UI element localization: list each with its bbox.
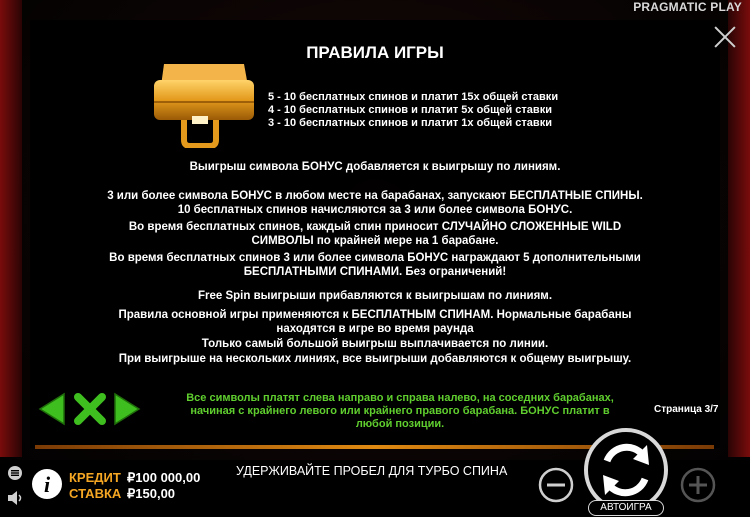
rule-fs-wins: Free Spin выигрыши прибавляются к выигрышам по линиям. [197,290,553,302]
info-icon[interactable] [31,468,63,500]
rule-multi-lines: При выигрыше на нескольких линиях, все выигрыши добавляются к общему выигрышу. [118,353,632,365]
rule-trigger-2: 10 бесплатных спинов начисляются за 3 или более символа БОНУС. [177,204,573,216]
rule-base-1: Правила основной игры применяются к БЕСПЛАТНЫМ СПИНАМ. Нормальные барабаны [118,309,632,321]
rule-wild-2: СИМВОЛЫ по крайней мере на 1 барабане. [251,235,499,247]
bonus-briefcase-icon [148,58,258,148]
green-note-line: начиная с крайнего левого или крайнего правого барабана. БОНУС платит в [190,405,610,417]
page-indicator: Страница 3/7 [654,404,719,415]
green-note-line: любой позиции. [355,418,445,430]
payout-list [268,91,558,130]
rule-wild-1: Во время бесплатных спинов, каждый спин приносит СЛУЧАЙНО СЛОЖЕННЫЕ WILD [128,221,622,233]
autoplay-button[interactable]: АВТОИГРА [588,500,664,516]
payout-line-3: 3 - 10 бесплатных спинов и платит 1x общей ставки [268,117,552,129]
turbo-hint: УДЕРЖИВАЙТЕ ПРОБЕЛ ДЛЯ ТУРБО СПИНА [236,464,508,478]
rule-trigger-1: 3 или более символа БОНУС в любом месте на барабанах, запускают БЕСПЛАТНЫЕ СПИНЫ. [107,190,643,202]
green-note [155,392,645,431]
green-note-line: Все символы платят слева направо и справа налево, на соседних барабанах, [186,392,614,404]
menu-icon[interactable] [7,466,23,480]
close-rules-x-icon[interactable] [73,392,107,426]
sound-icon[interactable] [6,490,24,506]
credit-value: ₽100 000,00 [127,470,201,485]
next-page-icon[interactable] [113,392,141,426]
bet-label: СТАВКА [69,486,122,501]
rule-retrigger-2: БЕСПЛАТНЫМИ СПИНАМИ. Без ограничений! [243,266,507,278]
rule-bonus-added: Выигрыш символа БОНУС добавляется к выигрышу по линиям. [189,161,561,173]
payout-line-4: 4 - 10 бесплатных спинов и платит 5x общей ставки [268,104,552,116]
decrease-bet-icon[interactable] [538,467,574,503]
rule-base-2: находятся в игре во время раунда [276,323,474,335]
rule-retrigger-1: Во время бесплатных спинов 3 или более символа БОНУС награждают 5 дополнительными [109,252,641,264]
page-title: ПРАВИЛА ИГРЫ [306,43,444,62]
payout-line-5: 5 - 10 бесплатных спинов и платит 15x общей ставки [268,91,559,103]
svg-text:i: i [43,472,51,497]
credit-label: КРЕДИТ [69,470,121,485]
prev-page-icon[interactable] [38,392,66,426]
bet-value: ₽150,00 [127,486,176,501]
brand-logo: PRAGMATIC PLAY [633,0,742,14]
increase-bet-icon[interactable] [680,467,716,503]
rule-highest-win: Только самый большой выигрыш выплачивается по линии. [201,338,549,350]
